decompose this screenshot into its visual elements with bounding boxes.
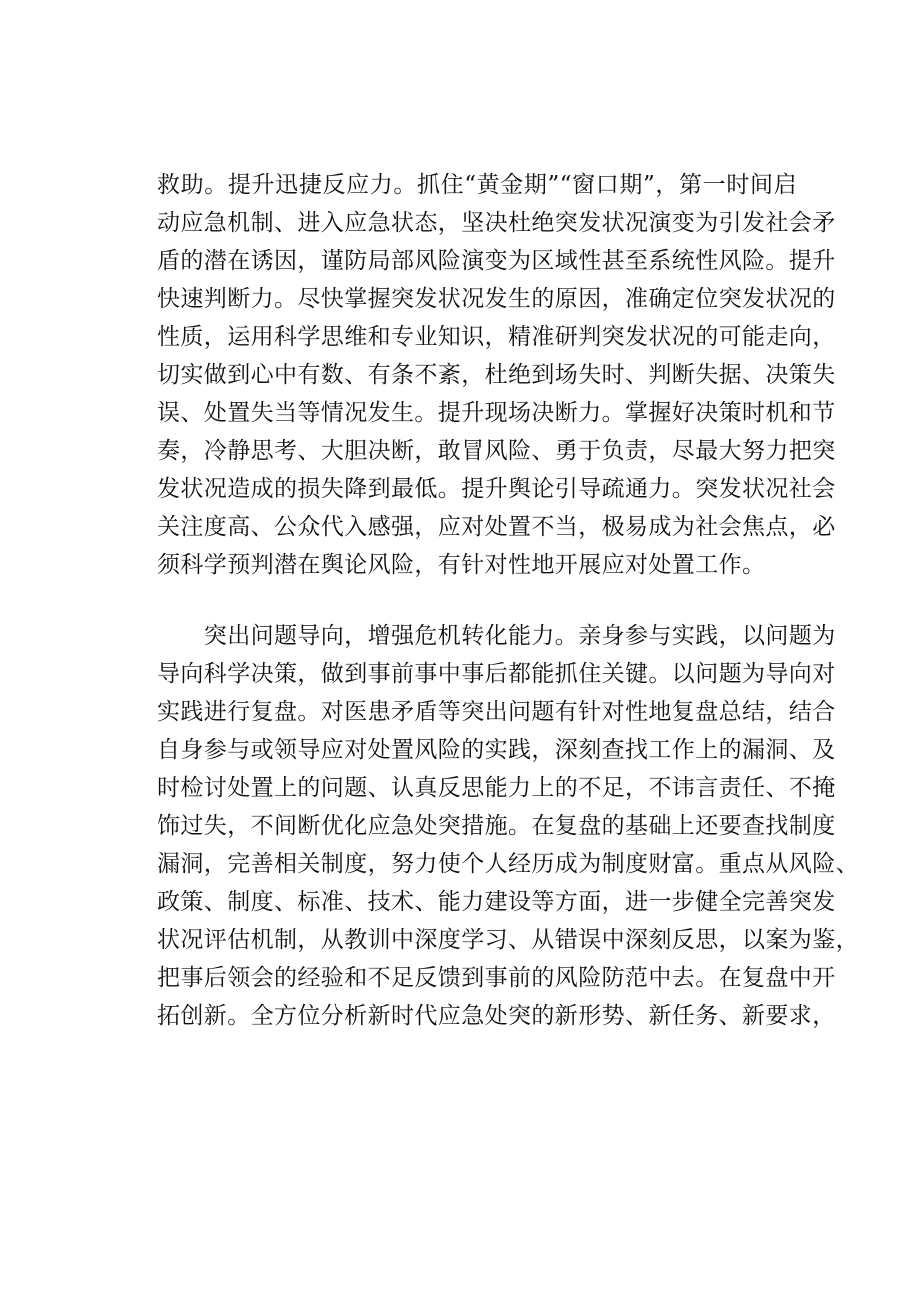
paragraph-line: 发状况造成的损失降到最低。提升舆论引导疏通力。突发状况社会: [157, 476, 836, 502]
paragraph-line: 拓创新。全方位分析新时代应急处突的新形势、新任务、新要求，: [157, 1003, 836, 1029]
paragraph-line: 漏洞，完善相关制度，努力使个人经历成为制度财富。重点从风险、: [157, 851, 859, 877]
paragraph-line: 性质，运用科学思维和专业知识，精准研判突发状况的可能走向，: [157, 324, 836, 350]
paragraph-line: 突出问题导向，增强危机转化能力。亲身参与实践，以问题为: [157, 623, 836, 649]
paragraph-line: 快速判断力。尽快掌握突发状况发生的原因，准确定位突发状况的: [157, 286, 836, 312]
paragraph-line: 奏，冷静思考、大胆决断，敢冒风险、勇于负责，尽最大努力把突: [157, 438, 836, 464]
paragraph-line: 切实做到心中有数、有条不紊，杜绝到场失时、判断失据、决策失: [157, 362, 836, 388]
paragraph-line: 实践进行复盘。对医患矛盾等突出问题有针对性地复盘总结，结合: [157, 699, 836, 725]
paragraph-1: [157, 166, 836, 584]
paragraph-line: 把事后领会的经验和不足反馈到事前的风险防范中去。在复盘中开: [157, 965, 836, 991]
paragraph-2: [157, 617, 859, 1035]
paragraph-line: 自身参与或领导应对处置风险的实践，深刻查找工作上的漏洞、及: [157, 737, 836, 763]
paragraph-line: 救助。提升迅捷反应力。抓住“黄金期”“窗口期”，第一时间启: [157, 172, 797, 198]
paragraph-line: 状况评估机制，从教训中深度学习、从错误中深刻反思，以案为鉴，: [157, 927, 859, 953]
paragraph-line: 关注度高、公众代入感强，应对处置不当，极易成为社会焦点，必: [157, 514, 836, 540]
paragraph-line: 盾的潜在诱因，谨防局部风险演变为区域性甚至系统性风险。提升: [157, 248, 836, 274]
paragraph-line: 误、处置失当等情况发生。提升现场决断力。掌握好决策时机和节: [157, 400, 836, 426]
paragraph-line: 政策、制度、标准、技术、能力建设等方面，进一步健全完善突发: [157, 889, 836, 915]
paragraph-line: 须科学预判潜在舆论风险，有针对性地开展应对处置工作。: [157, 552, 766, 578]
paragraph-line: 导向科学决策，做到事前事中事后都能抓住关键。以问题为导向对: [157, 661, 836, 687]
paragraph-line: 时检讨处置上的问题、认真反思能力上的不足，不讳言责任、不掩: [157, 775, 836, 801]
paragraph-line: 动应急机制、进入应急状态，坚决杜绝突发状况演变为引发社会矛: [157, 210, 836, 236]
paragraph-line: 饰过失，不间断优化应急处突措施。在复盘的基础上还要查找制度: [157, 813, 836, 839]
